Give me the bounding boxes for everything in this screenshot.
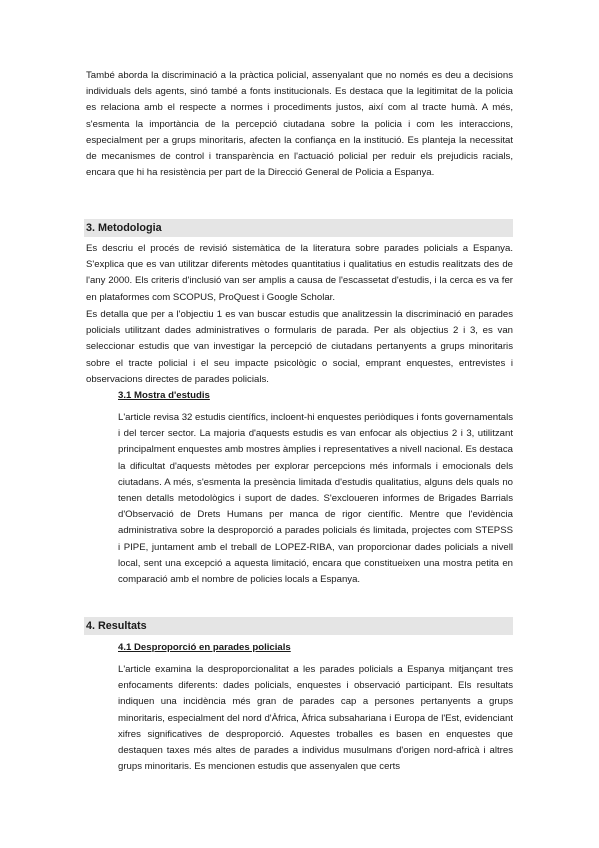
results-paragraph: L'article examina la desproporcionalitat a les parades policials a Espanya mitjançant tres enfocaments diferents: dades policials, enquestes i observació participant. Els resultats indiquen una incidència més gran de parades cap a persones pertanyents a grups minoritaris, especialment del nord d'Àfrica, Àfrica subsahariana i Europa de l'Est, evidenciant xifres significatives de desproporció. Aquestes troballes es basen en enquestes que destaquen taxes més altes de parades a individus musulmans d'origen nord-africà i altres grups minoritaris. Es mencionen estudis que assenyalen que certs	[118, 664, 513, 773]
intro-paragraph: També aborda la discriminació a la pràctica policial, assenyalant que no només es deu a decisions individuals dels agents, sinó també a fonts institucionals. Es destaca que la legitimitat de la policia es relaciona amb el respecte a normes i procediments justos, així com al tracte humà. A més, s'esmenta la importància de la percepció ciutadana sobre la policia i com les interaccions, especialment per a grups minoritaris, afecten la confiança en la institució. Es planteja la necessitat de mecanismes de control i transparència en l'actuació policial per reduir els prejudicis racials, encara que hi ha resistència per part de la Direcció General de Policia a Espanya.	[86, 70, 513, 179]
methods-paragraph-1: Es descriu el procés de revisió sistemàtica de la literatura sobre parades policials a Espanya. S'explica que es van utilitzar diferents mètodes quantitatius i qualitatius en estudis realitzats des de l'any 2000. Els criteris d'inclusió van ser amplis a causa de l'escassetat d'estudis, i la cerca es va fer en plataformes com SCOPUS, ProQuest i Google Scholar.	[86, 243, 513, 303]
section-heading-methodology: 3. Metodologia	[84, 219, 513, 237]
subheading-disproportion: 4.1 Desproporció en parades policials	[118, 642, 291, 653]
sample-paragraph: L'article revisa 32 estudis científics, incloent-hi enquestes periòdiques i fonts governamentals i del tercer sector. La majoria d'aquests estudis es van enfocar als objectius 2 i 3, utilitzant principalment enquestes amb mostres àmplies i representatives a nivell nacional. Es destaca la dificultat d'aquests mètodes per explorar percepcions més informals i emocionals dels ciutadans. A més, s'esmenta la presència limitada d'estudis qualitatius, alguns dels quals no tenen detalls metodològics i suport de dades. S'excloueren informes de Brigades Barrials d'Observació de Drets Humans per manca de rigor científic. Mentre que l'evidència administrativa sobre la desproporció a parades policials és limitada, projectes com STEPSS i PIPE, juntament amb el treball de LOPEZ-RIBA, van proporcionar dades policials a nivell local, sent una excepció a aquesta limitació, encara que constitueixen una mostra petita en comparació amb el nombre de policies locals a Espanya.	[118, 412, 513, 586]
subheading-study-sample: 3.1 Mostra d'estudis	[118, 390, 210, 401]
section-heading-results: 4. Resultats	[84, 617, 513, 635]
methods-paragraph-2: Es detalla que per a l'objectiu 1 es van buscar estudis que analitzessin la discriminació en parades policials utilitzant dades administratives o formularis de parada. Per als objectius 2 i 3, es van seleccionar estudis que van investigar la percepció de ciutadans pertanyents a grups minoritaris sobre el tracte policial i el seu impacte psicològic o social, emprant enquestes, entrevistes i observacions directes de parades policials.	[86, 309, 513, 385]
